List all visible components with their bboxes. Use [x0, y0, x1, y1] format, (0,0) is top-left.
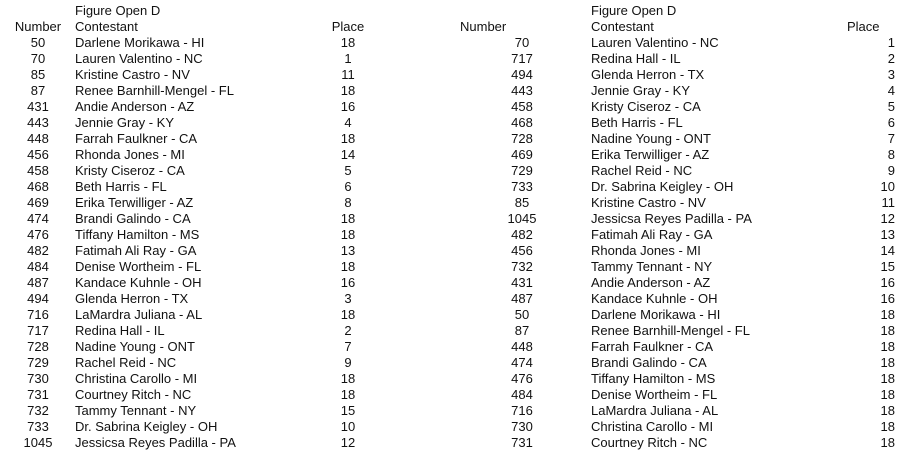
contestant-number: 731: [27, 387, 49, 402]
contestant-number: 448: [27, 131, 49, 146]
contestant-number: 431: [27, 99, 49, 114]
contestant-place: 10: [880, 179, 895, 194]
contestant-name: Dr. Sabrina Keigley - OH: [75, 419, 218, 434]
table-row: [0, 291, 450, 307]
table-row: [450, 211, 900, 227]
contestant-place: 15: [880, 259, 895, 274]
table-row: [0, 51, 450, 67]
contestant-name: Beth Harris - FL: [591, 115, 683, 130]
contestant-number: 1045: [507, 211, 537, 226]
contestant-number: 717: [27, 323, 49, 338]
table-row: [450, 403, 900, 419]
contestant-name: Rhonda Jones - MI: [75, 147, 185, 162]
contestant-place: 18: [340, 131, 356, 146]
contestant-place: 1: [887, 35, 895, 50]
table-row: [450, 67, 900, 83]
contestant-number: 494: [27, 291, 49, 306]
contestant-number: 482: [27, 243, 49, 258]
contestant-place: 18: [340, 307, 356, 322]
contestant-place: 6: [344, 179, 352, 194]
contestant-place: 16: [880, 291, 895, 306]
contestant-number: 87: [30, 83, 46, 98]
contestant-place: 4: [344, 115, 352, 130]
contestant-place: 7: [887, 131, 895, 146]
contestant-number: 476: [511, 371, 533, 386]
contestant-name: Kristy Ciseroz - CA: [75, 163, 185, 178]
table-row: [450, 323, 900, 339]
contestant-place: 16: [340, 275, 356, 290]
contestant-place: 1: [344, 51, 352, 66]
contestant-number: 458: [511, 99, 533, 114]
contestant-number: 85: [30, 67, 46, 82]
contestant-name: Tammy Tennant - NY: [591, 259, 713, 274]
contestant-place: 18: [880, 323, 895, 338]
contestant-name: Courtney Ritch - NC: [591, 435, 708, 450]
contestant-number: 474: [27, 211, 49, 226]
contestant-number: 732: [511, 259, 533, 274]
contestant-place: 18: [880, 339, 895, 354]
contestant-name: Renee Barnhill-Mengel - FL: [591, 323, 750, 338]
contestant-name: Farrah Faulkner - CA: [591, 339, 714, 354]
table-row: [0, 243, 450, 259]
contestant-place: 18: [880, 403, 895, 418]
contestant-name: Kristine Castro - NV: [75, 67, 190, 82]
table-row: [450, 259, 900, 275]
contestant-number: 443: [511, 83, 533, 98]
table-row: [0, 35, 450, 51]
contestant-name: Rhonda Jones - MI: [591, 243, 701, 258]
table-row: [0, 179, 450, 195]
contestant-place: 18: [880, 355, 895, 370]
contestant-number: 733: [27, 419, 49, 434]
table-row: [450, 339, 900, 355]
table-row: [0, 419, 450, 435]
table-row: [450, 195, 900, 211]
contestant-place: 18: [340, 35, 356, 50]
contestant-number: 484: [27, 259, 49, 274]
contestant-name: Tiffany Hamilton - MS: [591, 371, 716, 386]
contestant-name: Erika Terwilliger - AZ: [591, 147, 710, 162]
table-row: [0, 371, 450, 387]
contestant-number: 468: [511, 115, 533, 130]
contestant-place: 10: [340, 419, 356, 434]
contestant-number: 482: [511, 227, 533, 242]
table-row: [0, 163, 450, 179]
table-row: [450, 275, 900, 291]
contestant-number: 728: [511, 131, 533, 146]
division-title: Figure Open D: [75, 3, 161, 18]
contestant-name: Glenda Herron - TX: [591, 67, 705, 82]
contestant-number: 716: [511, 403, 533, 418]
contestant-number: 431: [511, 275, 533, 290]
table-row: [450, 291, 900, 307]
table-row: [0, 403, 450, 419]
contestant-number: 87: [514, 323, 530, 338]
division-title: Figure Open D: [591, 3, 677, 18]
contestant-name: Redina Hall - IL: [591, 51, 681, 66]
contestant-name: Jennie Gray - KY: [75, 115, 174, 130]
contestant-name: Erika Terwilliger - AZ: [75, 195, 194, 210]
contestant-name: Christina Carollo - MI: [75, 371, 198, 386]
contestant-place: 18: [880, 419, 895, 434]
contestant-number: 50: [30, 35, 46, 50]
contestant-number: 469: [511, 147, 533, 162]
contestant-place: 5: [344, 163, 352, 178]
contestant-number: 85: [514, 195, 530, 210]
contestant-name: Farrah Faulkner - CA: [75, 131, 198, 146]
contestant-number: 729: [511, 163, 533, 178]
table-row: [450, 51, 900, 67]
contestant-name: Kandace Kuhnle - OH: [75, 275, 202, 290]
contestant-place: 16: [880, 275, 895, 290]
table-row: [0, 387, 450, 403]
contestant-number: 70: [30, 51, 46, 66]
contestant-number: 1045: [23, 435, 53, 450]
contestant-name: Jennie Gray - KY: [591, 83, 690, 98]
column-header-contestant: Contestant: [591, 19, 654, 34]
table-row: [450, 179, 900, 195]
contestant-place: 3: [344, 291, 352, 306]
table-row: [450, 99, 900, 115]
contestant-name: Courtney Ritch - NC: [75, 387, 192, 402]
contestant-number: 484: [511, 387, 533, 402]
contestant-number: 458: [27, 163, 49, 178]
table-row: [0, 339, 450, 355]
contestant-name: Fatimah Ali Ray - GA: [591, 227, 713, 242]
table-row: [0, 67, 450, 83]
contestant-place: 4: [887, 83, 895, 98]
column-header-place: Place: [847, 19, 880, 34]
contestant-place: 12: [340, 435, 356, 450]
contestant-place: 3: [887, 67, 895, 82]
contestant-place: 13: [340, 243, 356, 258]
contestant-name: Glenda Herron - TX: [75, 291, 189, 306]
table-row: [0, 83, 450, 99]
contestant-name: Denise Wortheim - FL: [75, 259, 202, 274]
results-by-place-table: [450, 0, 900, 453]
contestant-name: Jessicsa Reyes Padilla - PA: [75, 435, 236, 450]
contestant-name: Kandace Kuhnle - OH: [591, 291, 718, 306]
contestant-place: 18: [880, 435, 895, 450]
table-row: [450, 355, 900, 371]
contestant-name: Tammy Tennant - NY: [75, 403, 197, 418]
contestant-name: Rachel Reid - NC: [75, 355, 177, 370]
table-row: [0, 195, 450, 211]
contestant-name: Renee Barnhill-Mengel - FL: [75, 83, 234, 98]
table-row: [450, 419, 900, 435]
contestant-place: 18: [880, 371, 895, 386]
contestant-number: 716: [27, 307, 49, 322]
contestant-name: Denise Wortheim - FL: [591, 387, 718, 402]
contestant-place: 5: [887, 99, 895, 114]
contestant-name: Andie Anderson - AZ: [591, 275, 711, 290]
contestant-place: 11: [341, 67, 355, 82]
contestant-number: 70: [514, 35, 530, 50]
table-row: [450, 131, 900, 147]
contestant-number: 469: [27, 195, 49, 210]
contestant-place: 16: [340, 99, 356, 114]
contestant-name: Christina Carollo - MI: [591, 419, 714, 434]
contestant-place: 14: [880, 243, 895, 258]
contestant-place: 18: [340, 259, 356, 274]
table-row: [450, 435, 900, 451]
column-header-contestant: Contestant: [75, 19, 138, 34]
contestant-place: 8: [344, 195, 352, 210]
contestant-number: 487: [27, 275, 49, 290]
contestant-place: 18: [340, 371, 356, 386]
column-header-number: Number: [460, 19, 507, 34]
contestant-place: 14: [340, 147, 356, 162]
contestant-name: Kristy Ciseroz - CA: [591, 99, 701, 114]
table-row: [450, 387, 900, 403]
contestant-number: 731: [511, 435, 533, 450]
contestant-place: 2: [887, 51, 895, 66]
contestant-place: 18: [880, 307, 895, 322]
contestant-number: 448: [511, 339, 533, 354]
table-row: [450, 35, 900, 51]
table-row: [0, 435, 450, 451]
contestant-number: 468: [27, 179, 49, 194]
contestant-number: 728: [27, 339, 49, 354]
table-row: [0, 259, 450, 275]
contestant-place: 9: [887, 163, 895, 178]
contestant-name: Fatimah Ali Ray - GA: [75, 243, 197, 258]
table-row: [450, 227, 900, 243]
contestant-name: Kristine Castro - NV: [591, 195, 706, 210]
contestant-name: Jessicsa Reyes Padilla - PA: [591, 211, 752, 226]
contestant-name: Nadine Young - ONT: [591, 131, 711, 146]
contestant-number: 730: [511, 419, 533, 434]
contestant-number: 729: [27, 355, 49, 370]
contestant-place: 18: [340, 387, 356, 402]
table-row: [0, 307, 450, 323]
table-row: [0, 131, 450, 147]
contestant-place: 12: [880, 211, 895, 226]
contestant-name: Rachel Reid - NC: [591, 163, 693, 178]
table-row: [0, 211, 450, 227]
contestant-name: Brandi Galindo - CA: [591, 355, 707, 370]
table-row: [0, 227, 450, 243]
contestant-number: 733: [511, 179, 533, 194]
table-row: [450, 83, 900, 99]
contestant-number: 443: [27, 115, 49, 130]
table-row: [450, 371, 900, 387]
contestant-name: Brandi Galindo - CA: [75, 211, 191, 226]
contestant-name: Beth Harris - FL: [75, 179, 167, 194]
table-row: [450, 115, 900, 131]
contestant-place: 9: [344, 355, 352, 370]
contestant-place: 11: [881, 195, 895, 210]
table-row: [0, 99, 450, 115]
table-row: [0, 323, 450, 339]
contestant-place: 2: [344, 323, 352, 338]
contestant-place: 8: [887, 147, 895, 162]
contestant-place: 7: [344, 339, 352, 354]
table-row: [450, 307, 900, 323]
contestant-place: 18: [340, 211, 356, 226]
table-row: [0, 115, 450, 131]
contestant-number: 456: [511, 243, 533, 258]
contestant-number: 732: [27, 403, 49, 418]
contestant-name: Lauren Valentino - NC: [591, 35, 719, 50]
contestant-number: 487: [511, 291, 533, 306]
contestant-place: 13: [880, 227, 895, 242]
column-header-number: Number: [14, 19, 62, 34]
table-row: [450, 163, 900, 179]
contestant-name: Andie Anderson - AZ: [75, 99, 195, 114]
contestant-number: 50: [514, 307, 530, 322]
contestant-number: 730: [27, 371, 49, 386]
contestant-place: 6: [887, 115, 895, 130]
column-header-place: Place: [331, 19, 365, 34]
contestant-name: LaMardra Juliana - AL: [591, 403, 719, 418]
contestant-number: 494: [511, 67, 533, 82]
contestant-place: 18: [880, 387, 895, 402]
table-row: [0, 275, 450, 291]
contestant-place: 15: [340, 403, 356, 418]
table-body: [0, 35, 450, 451]
table-row: [450, 147, 900, 163]
contestant-number: 476: [27, 227, 49, 242]
contestant-name: Lauren Valentino - NC: [75, 51, 203, 66]
contestant-name: Redina Hall - IL: [75, 323, 165, 338]
contestant-place: 18: [340, 83, 356, 98]
contestant-name: Dr. Sabrina Keigley - OH: [591, 179, 734, 194]
contestant-name: LaMardra Juliana - AL: [75, 307, 203, 322]
contestant-number: 474: [511, 355, 533, 370]
contestant-place: 18: [340, 227, 356, 242]
contestant-number: 456: [27, 147, 49, 162]
table-row: [450, 243, 900, 259]
contestant-name: Darlene Morikawa - HI: [75, 35, 205, 50]
contestant-name: Darlene Morikawa - HI: [591, 307, 721, 322]
table-body: [450, 35, 900, 451]
contestant-number: 717: [511, 51, 533, 66]
contestant-name: Nadine Young - ONT: [75, 339, 195, 354]
table-row: [0, 147, 450, 163]
contestant-name: Tiffany Hamilton - MS: [75, 227, 200, 242]
table-row: [0, 355, 450, 371]
